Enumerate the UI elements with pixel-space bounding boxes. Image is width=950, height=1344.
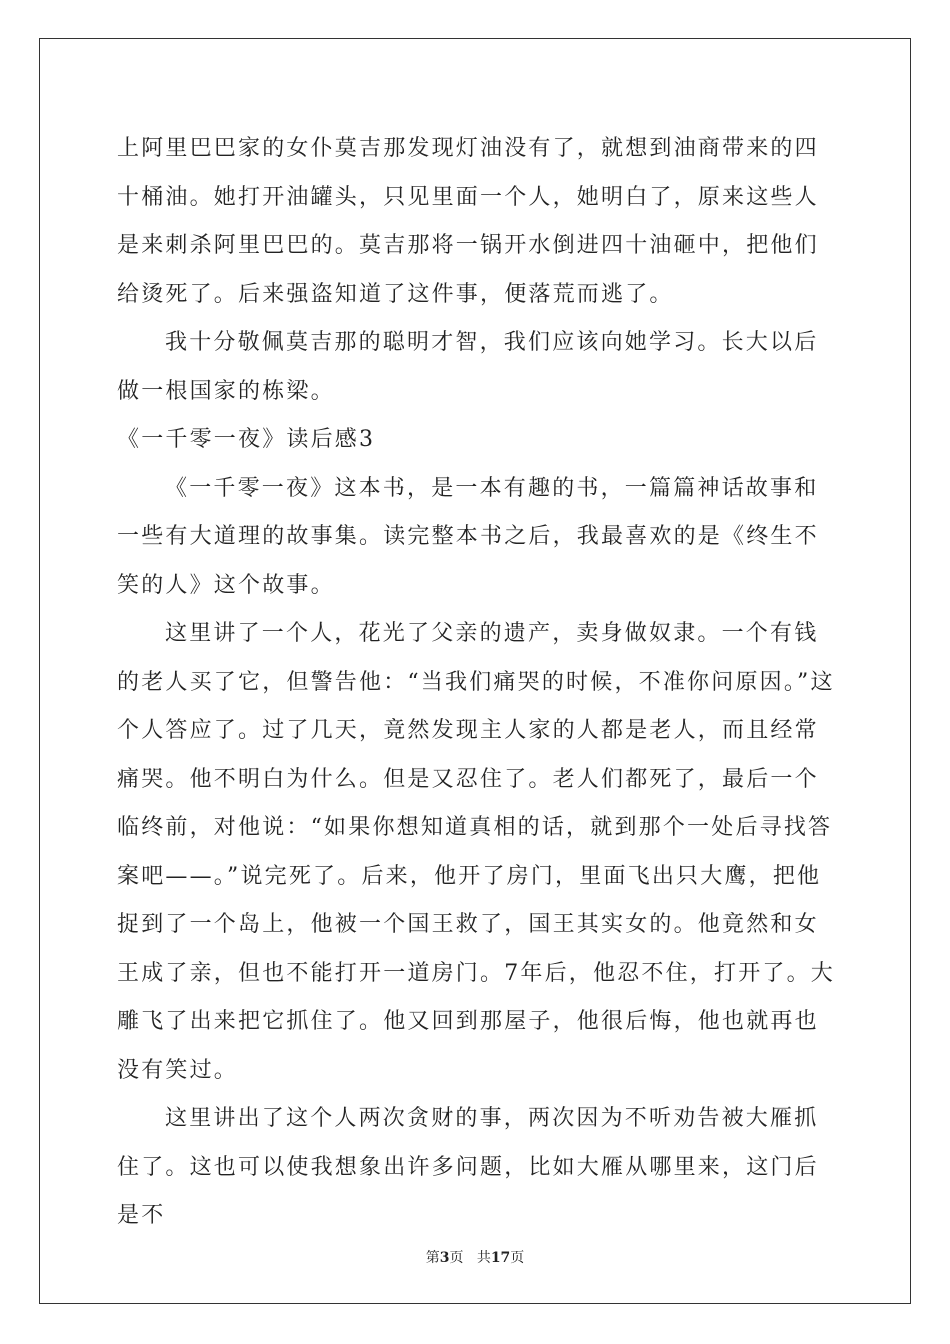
footer-total-suffix: 页 bbox=[510, 1250, 525, 1266]
document-body bbox=[117, 125, 837, 1241]
total-pages-number: 17 bbox=[490, 1250, 511, 1266]
paragraph-continuation: 上阿里巴巴家的女仆莫吉那发现灯油没有了，就想到油商带来的四十桶油。她打开油罐头，只见里面一个人，她明白了，原来这些人是来刺杀阿里巴巴的。莫吉那将一锅开水倒进四十油砸中，把他们给烫死了。后来强盗知道了这件事，便落荒而逃了。 bbox=[117, 136, 819, 307]
footer-page-suffix: 页 bbox=[449, 1250, 464, 1266]
page-footer bbox=[0, 1247, 950, 1267]
paragraph: 这里讲出了这个人两次贪财的事，两次因为不听劝告被大雁抓住了。这也可以使我想象出许多问题，比如大雁从哪里来，这门后是不 bbox=[117, 1106, 819, 1228]
paragraph: 我十分敬佩莫吉那的聪明才智，我们应该向她学习。长大以后做一根国家的栋梁。 bbox=[117, 330, 819, 404]
footer-prefix: 第 bbox=[425, 1250, 440, 1266]
paragraph: 这里讲了一个人，花光了父亲的遗产，卖身做奴隶。一个有钱的老人买了它，但警告他：“当我们痛哭的时候，不准你问原因。”这个人答应了。过了几天，竟然发现主人家的人都是老人，而且经常痛哭。他不明白为什么。但是又忍住了。老人们都死了，最后一个临终前，对他说：“如果你想知道真相的话，就到那个一处后寻找答案吧——。”说完死了。后来，他开了房门，里面飞出只大鹰，把他捉到了一个岛上，他被一个国王救了，国王其实女的。他竟然和女王成了亲，但也不能打开一道房门。7年后，他忍不住，打开了。大雕飞了出来把它抓住了。他又回到那屋子，他很后悔，他也就再也没有笑过。 bbox=[117, 621, 835, 1083]
section-heading: 《一千零一夜》读后感3 bbox=[117, 427, 376, 452]
footer-total-prefix: 共 bbox=[476, 1250, 491, 1266]
paragraph: 《一千零一夜》这本书，是一本有趣的书，一篇篇神话故事和一些有大道理的故事集。读完整本书之后，我最喜欢的是《终生不笑的人》这个故事。 bbox=[117, 475, 819, 598]
current-page-number: 3 bbox=[439, 1250, 450, 1266]
